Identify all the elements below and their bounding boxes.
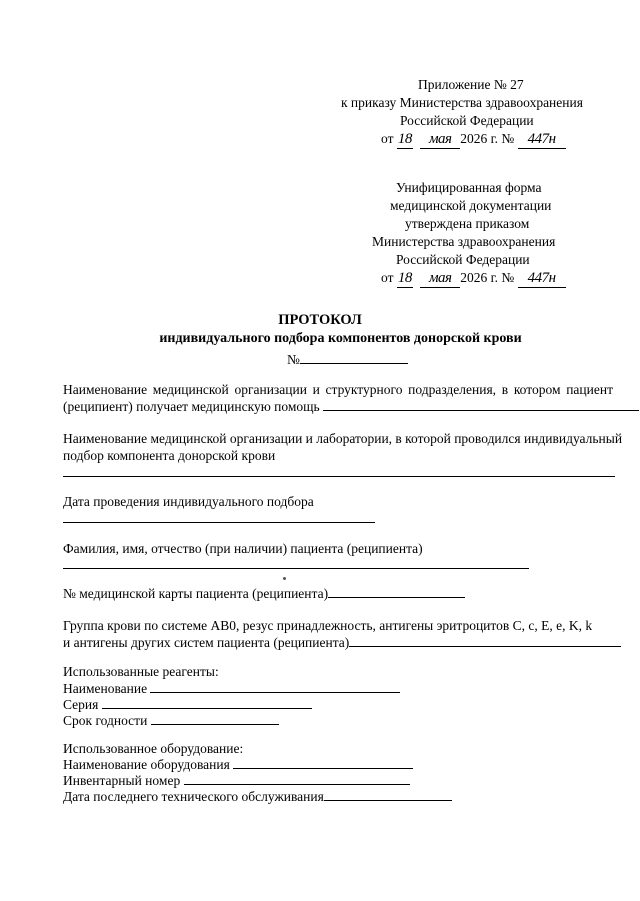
appendix-line2: к приказу Министерства здравоохранения (341, 95, 583, 110)
reagent-series-field[interactable] (102, 697, 312, 709)
equipment-inv-label: Инвентарный номер (63, 773, 181, 788)
card-row (63, 586, 465, 602)
form-date-prefix: от (381, 270, 394, 285)
appendix-order-no: 447н (518, 131, 566, 149)
equipment-inv-field[interactable] (184, 773, 410, 785)
reagent-expiry-row (63, 713, 279, 729)
appendix-date-prefix: от (381, 131, 394, 146)
protocol-title: ПРОТОКОЛ (278, 312, 362, 328)
form-date (381, 270, 566, 288)
equipment-service-field[interactable] (324, 789, 452, 801)
form-date-day: 18 (397, 270, 412, 286)
reagent-name-label: Наименование (63, 681, 148, 696)
blood-label-line2: и антигены других систем пациента (реципиента) (63, 635, 350, 650)
date-field[interactable] (63, 522, 375, 523)
equipment-name-row (63, 757, 413, 773)
blood-label-line1: Группа крови по системе АВ0, резус принадлежность, антигены эритроцитов С, с, Е, е, K, k (63, 618, 593, 633)
appendix-date-day: 18 (397, 131, 412, 147)
org-label-line2 (63, 399, 639, 415)
appendix-line3: Российской Федерации (400, 113, 534, 128)
blood-field[interactable] (349, 635, 621, 647)
lab-label-line2: подбор компонента донорской крови (63, 448, 276, 463)
equipment-name-label: Наименование оборудования (63, 757, 230, 772)
form-line4: Министерства здравоохранения (372, 234, 556, 249)
equipment-service-label: Дата последнего технического обслуживания (63, 789, 324, 804)
protocol-number-label: № (287, 352, 300, 367)
fio-field[interactable] (63, 568, 529, 569)
fio-label: Фамилия, имя, отчество (при наличии) пациента (реципиента) (63, 541, 423, 556)
protocol-number-field[interactable] (300, 351, 408, 364)
protocol-subtitle: индивидуального подбора компонентов донорской крови (159, 331, 522, 346)
org-field[interactable] (323, 399, 639, 411)
form-order-no: 447н (518, 270, 566, 288)
reagent-series-row (63, 697, 312, 713)
form-line1: Унифицированная форма (396, 180, 542, 195)
form-line3: утверждена приказом (405, 216, 530, 231)
card-label: № медицинской карты пациента (реципиента) (63, 586, 329, 601)
form-date-month: мая (420, 270, 460, 288)
org-label-line1: Наименование медицинской организации и структурного подразделения, в котором пациент (63, 382, 613, 397)
date-label: Дата проведения индивидуального подбора (63, 494, 314, 509)
equipment-name-field[interactable] (233, 757, 413, 769)
equipment-service-row (63, 789, 452, 805)
blood-row-line2 (63, 635, 621, 651)
scan-dot (283, 577, 286, 580)
appendix-date-month: мая (420, 131, 460, 149)
reagent-expiry-field[interactable] (151, 713, 279, 725)
form-date-year: 2026 г. № (460, 270, 515, 285)
form-line2: медицинской документации (390, 198, 552, 213)
reagent-expiry-label: Срок годности (63, 713, 148, 728)
reagent-name-row (63, 681, 400, 697)
form-line5: Российской Федерации (396, 252, 530, 267)
appendix-line1: Приложение № 27 (418, 77, 524, 92)
lab-label-line1: Наименование медицинской организации и лаборатории, в которой проводился индивидуальный (63, 431, 623, 446)
appendix-date (381, 131, 566, 149)
reagent-name-field[interactable] (150, 681, 400, 693)
reagent-series-label: Серия (63, 697, 99, 712)
card-field[interactable] (328, 586, 465, 598)
protocol-number (287, 351, 408, 368)
equipment-inv-row (63, 773, 410, 789)
lab-field[interactable] (63, 476, 615, 477)
appendix-date-year: 2026 г. № (460, 131, 515, 146)
org-label-text: (реципиент) получает медицинскую помощь (63, 399, 320, 414)
equipment-title: Использованное оборудование: (63, 741, 244, 756)
reagents-title: Использованные реагенты: (63, 664, 219, 679)
